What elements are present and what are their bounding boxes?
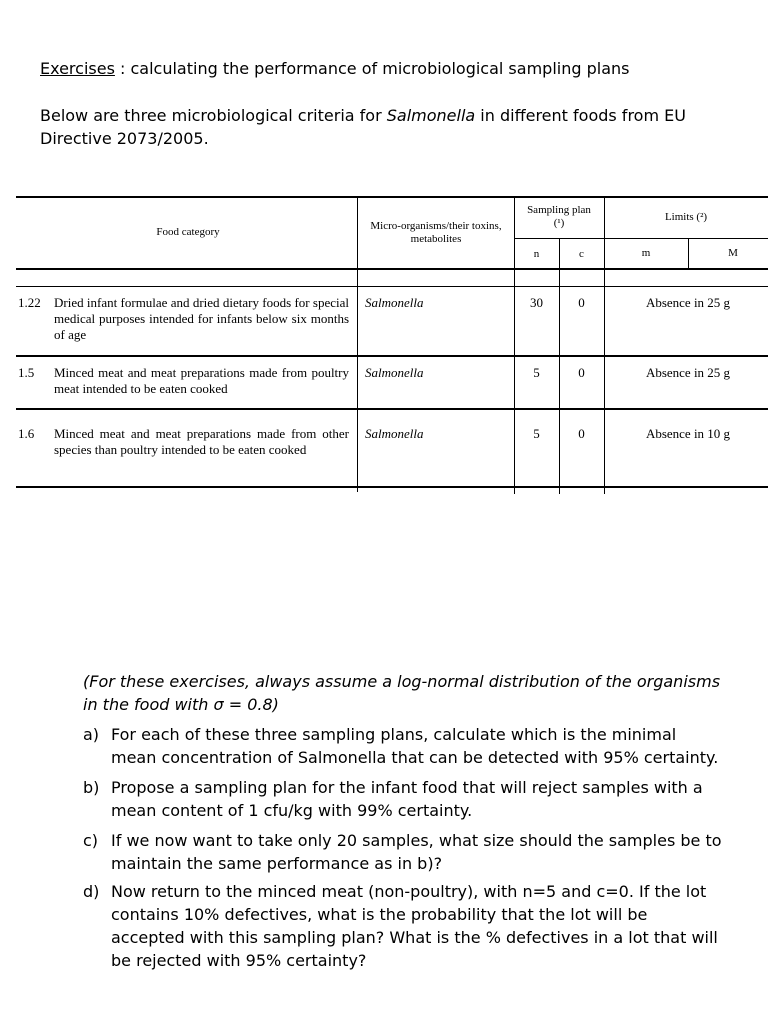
header-food-category: Food category [156,226,220,238]
intro-text-end: in different foods from EU Directive 2073/2005. [40,106,686,148]
intro-paragraph [40,104,752,150]
row-n-value: 5 [533,365,540,380]
question-b [83,776,723,822]
row-limit: Absence in 25 g [645,295,731,310]
header-c: c [579,248,584,260]
row-c-value: 0 [578,295,585,310]
table-rule [16,355,768,357]
question-c [83,829,723,875]
question-text: Propose a sampling plan for the infant food that will reject samples with a mean content of 1 cfu/kg with 99% certainty. [111,778,703,820]
intro-organism: Salmonella [386,106,476,125]
question-label: a) [83,725,100,744]
table-column-rule [688,238,689,268]
row-limit: Absence in 10 g [645,426,731,441]
header-n: n [533,248,540,260]
row-code: 1.22 [18,295,41,310]
question-label: c) [83,831,99,850]
table-column-rule [514,196,515,494]
table-column-rule [559,238,560,494]
assumption-note: (For these exercises, always assume a log-normal distribution of the organisms in the food with σ = 0.8) [83,672,721,714]
question-label: d) [83,882,100,901]
question-d [83,880,723,972]
table-rule [16,408,768,410]
row-food-description: Minced meat and meat preparations made from poultry meat intended to be eaten cooked [54,365,349,396]
row-c-value: 0 [578,365,585,380]
row-organism: Salmonella [365,295,424,310]
row-code: 1.5 [18,365,35,380]
header-micro-organisms: Micro-organisms/their toxins, metabolites [370,220,502,245]
row-organism: Salmonella [365,365,424,380]
row-c-value: 0 [578,426,585,441]
header-sampling-plan: Sampling plan (¹) [527,204,591,229]
table-column-rule [604,196,605,494]
row-food-description: Dried infant formulae and dried dietary foods for special medical purposes intended for infants below six months of age [54,295,349,342]
intro-text: Below are three microbiological criteria for [40,106,387,125]
table-rule [16,196,768,198]
table-column-rule [357,196,358,492]
row-n-value: 5 [533,426,540,441]
row-organism: Salmonella [365,426,424,441]
table-rule [16,268,768,270]
table-rule [514,238,768,239]
table-rule [16,286,768,287]
question-text: If we now want to take only 20 samples, what size should the samples be to maintain the same performance as in b)? [111,831,722,873]
document-title [40,59,629,79]
question-text: For each of these three sampling plans, calculate which is the minimal mean concentration of Salmonella that can be detected with 95% certainty. [111,725,719,767]
question-a [83,723,723,769]
title-rest: : calculating the performance of microbiological sampling plans [114,59,630,78]
question-text: Now return to the minced meat (non-poultry), with n=5 and c=0. If the lot contains 10% defectives, what is the probability that the lot will be accepted with this sampling plan? What is the % defectives in a lot that will be rejected with 95% certainty? [111,882,718,970]
row-food-description: Minced meat and meat preparations made from other species than poultry intended to be eaten cooked [54,426,349,457]
title-underlined: Exercises [40,59,115,78]
table-rule [16,486,768,488]
question-label: b) [83,778,100,797]
row-code: 1.6 [18,426,35,441]
header-m: m [641,247,651,259]
row-n-value: 30 [530,295,543,310]
header-limits: Limits (²) [664,211,708,223]
header-M: M [728,247,738,259]
row-limit: Absence in 25 g [645,365,731,380]
